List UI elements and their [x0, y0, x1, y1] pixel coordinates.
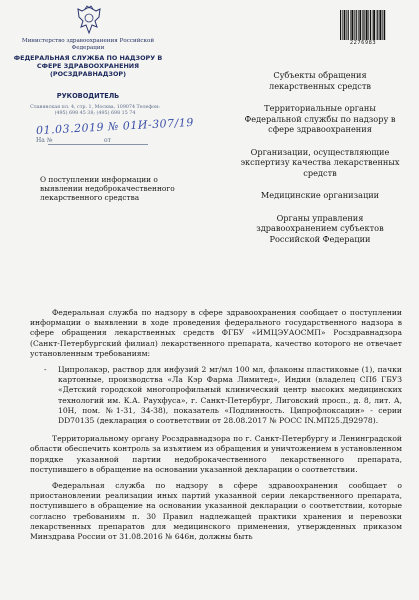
drug-item [30, 365, 402, 426]
service-name: ФЕДЕРАЛЬНАЯ СЛУЖБА ПО НАДЗОРУ В СФЕРЕ ЗДРАВООХРАНЕНИЯ (РОСЗДРАВНАДЗОР) [13, 54, 163, 78]
addressees-block [240, 70, 400, 256]
body-paragraph: Территориальному органу Росздравнадзора по г. Санкт-Петербургу и Ленинградской области обеспечить контроль за изъятием из обращения и уничтожением в установленном порядке указанной партии недоброкачественного лекарственного препарата, поступившего в обращение на основании указанной декларации о соответствии. [30, 434, 402, 474]
reply-number-line [48, 144, 148, 145]
body-paragraph: Федеральная служба по надзору в сфере здравоохранения сообщает о приостановлении реализации иных партий указанной серии лекарственного препарата, поступившего в обращение на основании указанной декларации о соответствии, которые согласно требованиям п. 30 Правил надлежащей практики хранения и перевозки лекарственных препаратов для медицинского применения, утвержденных приказом Минздрава России от 31.08.2016 № 646н, должны быть [30, 481, 402, 542]
barcode-number: 2276983 [349, 40, 377, 46]
drug-item-text: Ципролакэр, раствор для инфузий 2 мг/мл 100 мл, флаконы пластиковые (1), пачки картонные, производства «Ла Кэр Фарма Лимитед», Индия (владелец СПб ГБУЗ «Детский городской многопрофильный клинический центр высоких медицинских технологий им. К.А. Раухфуса», г. Санкт-Петербург, Лиговский просп., д. 8, лит. А, 10Н, пом. №1-31, 34-38), показатель «Подлинность. Ципрофлоксацин» - серии DD70135 (декларация о соответствии от 28.08.2017 № РОСС IN.МП25.Д92978). [58, 365, 402, 426]
addressee-item: Субъекты обращения лекарственных средств [269, 70, 371, 91]
service-address: Славянская пл. 4, стр. 1, Москва, 109074 Телефон: (495) 698 45 38; (495) 698 15 74 [30, 105, 160, 116]
handwritten-date-number: 01.03.2019 № 01И-307/19 [35, 115, 195, 138]
addressee-item: Территориальные органы Федеральной службы по надзору в сфере здравоохранения [244, 103, 396, 134]
letter-subject: О поступлении информации о выявлении недоброкачественного лекарственного средства [40, 175, 175, 202]
ministry-name: Министерство здравоохранения Российской Федерации [21, 38, 155, 51]
addressee-item: Медицинские организации [260, 190, 380, 200]
body-paragraph: Федеральная служба по надзору в сфере здравоохранения сообщает о поступлении информации о выявлении в ходе проведения федерального государственного надзора в сфере обращения лекарственных средств ФГБУ «ИМЦЭУАОСМП» Росздравнадзора (Санкт-Петербургский филиал) лекарственного препарата, качество которого не отвечает установленным требованиям: [30, 308, 402, 358]
addressee-item: Органы управления здравоохранением субъектов Российской Федерации [256, 212, 384, 244]
barcode-icon [340, 10, 386, 40]
list-dash: - [44, 365, 47, 375]
reply-number-label: На № [36, 137, 53, 144]
reply-date-label: от [104, 137, 111, 144]
addressee-item: Организации, осуществляющие экспертизу качества лекарственных средств [240, 146, 400, 178]
head-title: РУКОВОДИТЕЛЬ [56, 92, 120, 100]
coat-of-arms-emblem [76, 5, 102, 35]
letter-body [30, 308, 402, 542]
